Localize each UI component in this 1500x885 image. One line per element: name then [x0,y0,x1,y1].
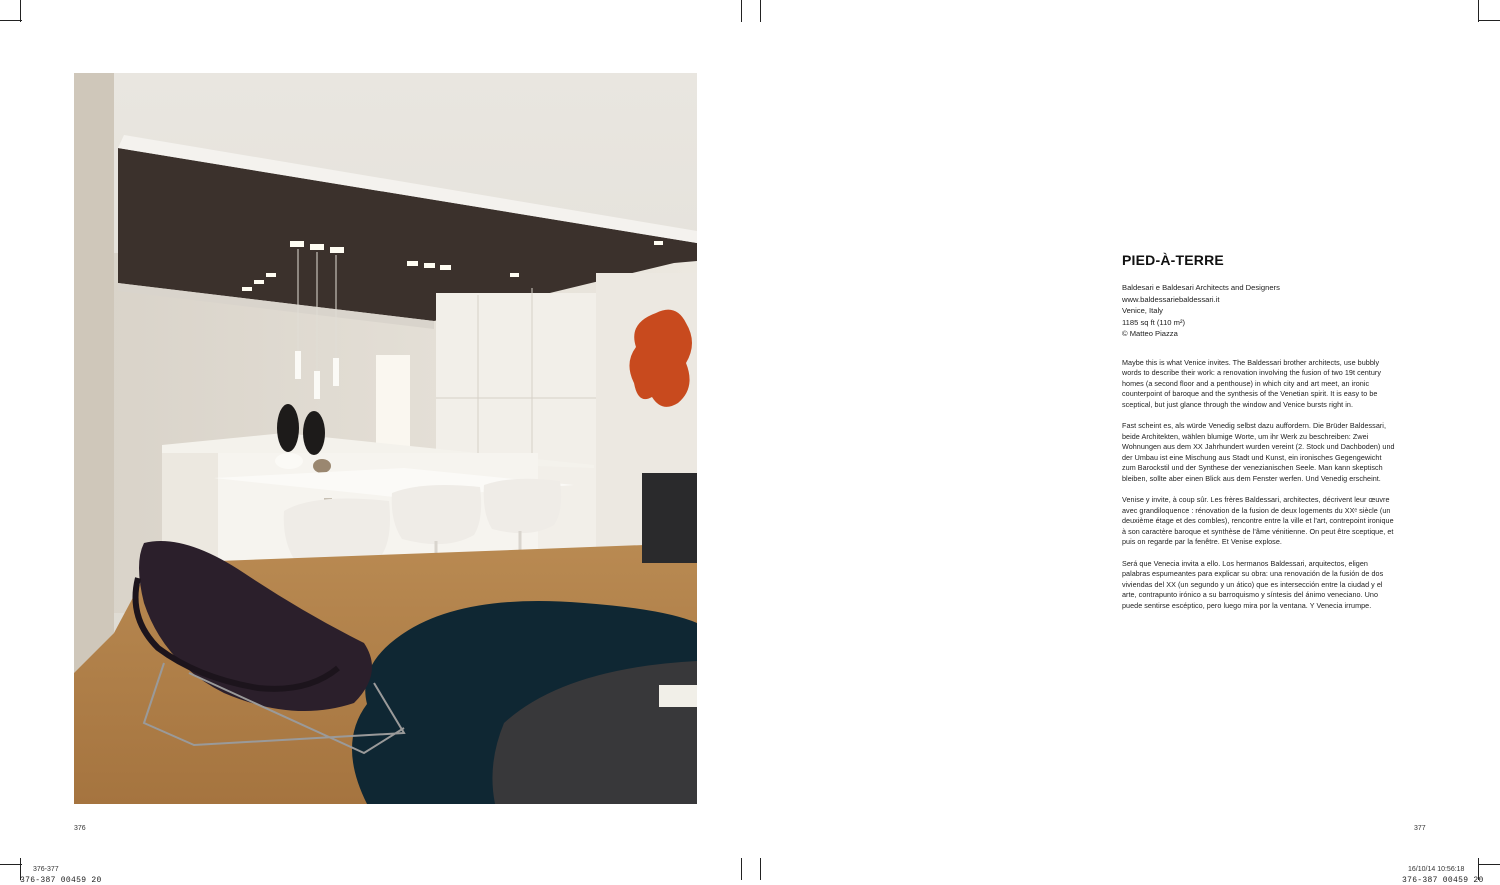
crop-mark [1478,20,1500,21]
slug-spread: 376-377 [33,866,59,873]
paragraph-french: Venise y invite, à coup sûr. Les frères Baldessari, architectes, décrivent leur œuvre avec grandiloquence : rénovation de la fusion de deux logements du XXᵉ siècle (un deuxième étage et des combles), rencontre entre la ville et l’art, contrepoint ironique à son caractère baroque et synthèse de l’âme vénitienne. On peut être sceptique, et puis on regarde par la fenêtre. Et Venise explose. [1122,495,1394,546]
crop-mark [1478,864,1500,865]
page-number-right: 377 [1414,825,1426,832]
crop-mark [20,0,21,22]
credit-architect: Baldesari e Baldesari Architects and Designers [1122,283,1280,292]
credit-location: Venice, Italy [1122,306,1163,315]
article [1122,252,1397,622]
crop-mark [741,0,742,22]
crop-mark [760,0,761,22]
crop-mark [760,858,761,880]
slug-code-right: 376-387 00459 20 [1402,876,1484,885]
slug-code-left: 376-387 00459 20 [20,876,102,885]
crop-mark [0,20,22,21]
paragraph-german: Fast scheint es, als würde Venedig selbst dazu auffordern. Die Brüder Baldessari, beide Architekten, wählen blumige Worte, um ihr Werk zu beschreiben: Zwei Wohnungen aus dem XX Jahrhundert wurden vereint (2. Stock und Dachboden) und der Umbau ist eine Mischung aus Stadt und Kunst, ein ironisches Gegengewicht zum Barockstil und der Synthese der venezianischen Seele. Man kann skeptisch bleiben, sollte aber einen Blick aus dem Fenster werfen. Und Venedig erscheint. [1122,421,1395,483]
interior-photo [74,73,697,804]
crop-mark [741,858,742,880]
page-number-left: 376 [74,825,86,832]
paragraph-spanish: Será que Venecia invita a ello. Los hermanos Baldessari, arquitectos, eligen palabras espumeantes para explicar su obra: una renovación de la fusión de dos viviendas del XX (un segundo y un ático) que es intersección entre la ciudad y el arte, contrapunto irónico a su barroquismo y síntesis del ánimo veneciano. Uno puede sentirse escéptico, pero luego mira por la ventana. Y Venecia irrumpe. [1122,558,1384,610]
credit-area: 1185 sq ft (110 m²) [1122,317,1186,327]
project-credits [1122,282,1397,340]
credit-website: www.baldessariebaldessari.it [1122,294,1220,304]
crop-mark [1478,0,1479,22]
slug-timestamp: 16/10/14 10:56:18 [1408,866,1465,873]
credit-photographer: © Matteo Piazza [1122,329,1178,338]
paragraph-english: Maybe this is what Venice invites. The Baldessari brother architects, use bubbly words to describe their work: a renovation involving the fusion of two 19t century homes (a second floor and a penthouse) in which city and art meet, an ironic counterpoint of baroque and the synthesis of the Venetian spirit. It is easy to be sceptical, but just glance through the window and Venice bursts right in. [1122,357,1381,409]
article-title: PIED-À-TERRE [1122,252,1224,268]
crop-mark [0,864,22,865]
